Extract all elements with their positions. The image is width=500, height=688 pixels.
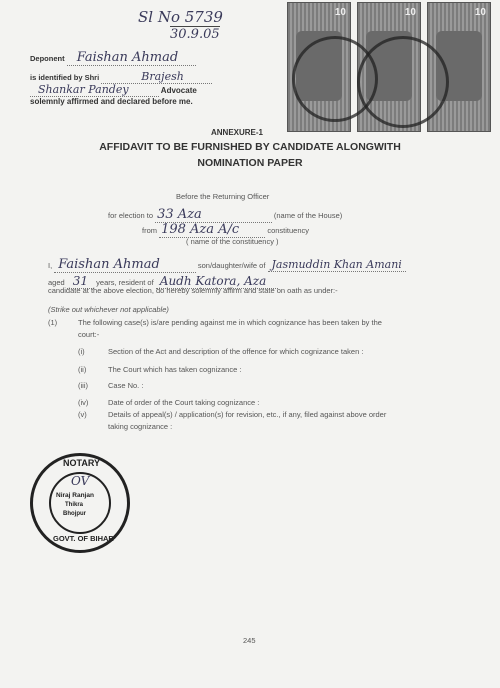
item-1-text: The following case(s) is/are pending against me in which cognizance has been taken by the [78,318,382,327]
from-line: from 198 Aza A/c constituency [142,222,310,237]
annexure-label: ANNEXURE-1 [211,128,264,137]
election-to-line: for election to 33 Aza (name of the House) [108,207,343,222]
age-line: aged 31 years, resident of Audh Katora, Aza [48,274,278,288]
serial-date: 30.9.05 [170,27,220,42]
page-number: 245 [243,636,256,645]
item-1-text-line2: court:- [78,330,100,339]
deponent-line: Deponent Faishan Ahmad [30,50,196,65]
strike-out-note: (Strike out whichever not applicable) [48,305,169,314]
revenue-stamps [287,2,500,134]
revenue-stamp-1: 10 [287,2,351,132]
revenue-stamp-3: 10 [427,2,491,132]
applicant-line: I, Faishan Ahmad son/daughter/wife of Jasmuddin Khan Amani [48,257,406,272]
affirmed-line: solemnly affirmed and declared before me. [30,97,193,106]
advocate-line: Shankar Pandey Advocate [30,83,197,96]
identified-line: is identified by Shri Brajesh [30,70,212,83]
returning-officer-heading: Before the Returning Officer [176,192,270,201]
constituency-name-label: ( name of the constituency ) [186,237,279,246]
subitem-5-line2: taking cognizance : [108,422,173,431]
serial-number: Sl No 5739 [138,8,223,26]
stamp-seal-right [357,36,449,128]
affidavit-title: AFFIDAVIT TO BE FURNISHED BY CANDIDATE ALONGWITH [99,141,401,153]
affidavit-title-line2: NOMINATION PAPER [197,157,303,169]
item-1-number: (1) [48,318,58,327]
notary-seal: NOTARY Niraj Ranjan Thikra Bhojpur GOVT. OF BIHAR OV [30,453,130,553]
revenue-stamp-2: 10 [357,2,421,132]
candidate-oath-line: candidate at the above election, do hereby solemnly affirm and state on oath as under:- [48,286,338,295]
